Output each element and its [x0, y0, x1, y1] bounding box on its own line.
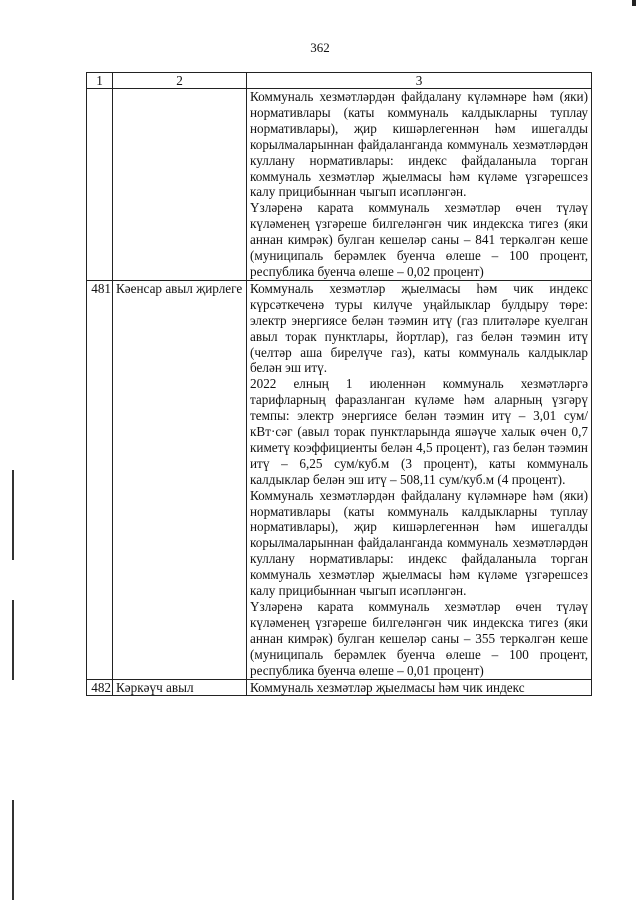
description-paragraph: Үзләренә карата коммуналь хезмәтләр өчен түләү күләменең үзгәреше билгеләнгән чик индекска тигез (яки аннан кимрәк) булган кешеләр саны – 841 теркәлгән кеше (муниципаль берәмлек буенча өлеше – 100 процент, республика буенча өлеше – 0,02 процент)	[250, 200, 588, 279]
settlement-name: Кәенсар авыл җирлеге	[113, 280, 247, 679]
scan-margin-mark	[12, 600, 14, 680]
settlement-name: Кәркәүч авыл	[113, 679, 247, 696]
page-number: 362	[310, 40, 330, 55]
description-paragraph: Коммуналь хезмәтләрдән файдалану күләмнәре һәм (яки) нормативлары (каты коммуналь калдыкларны туплау нормативлары), җир кишәрлегеннән һәм ишегалды корылмаларыннан файдаланганда коммуналь хезмәтләрдән куллану нормативлары: индекс файдаланыла торган коммуналь хезмәтләр җыелмасы һәм күләме үзгәрешсез калу прицибыннан чыгып исәпләнгән.	[250, 89, 588, 200]
description-paragraph: Коммуналь хезмәтләрдән файдалану күләмнәре һәм (яки) нормативлары (каты коммуналь калдыкларны туплау нормативлары), җир кишәрлегеннән һәм ишегалды корылмаларыннан файдаланганда коммуналь хезмәтләрдән куллану нормативлары: индекс файдаланыла торган коммуналь хезмәтләр җыелмасы һәм күләме үзгәрешсез калу прицибыннан чыгып исәпләнгән.	[250, 487, 588, 599]
column-header: 2	[113, 73, 247, 89]
description-paragraph: Үзләренә карата коммуналь хезмәтләр өчен түләү күләменең үзгәреше билгеләнгән чик индекска тигез (яки аннан кимрәк) булган кешеләр саны – 355 теркәлгән кеше (муниципаль берәмлек буенча өлеше – 100 процент, республика буенча өлеше – 0,01 процент)	[250, 599, 588, 678]
scan-corner-mark	[632, 0, 636, 6]
description-paragraph: Коммуналь хезмәтләр җыелмасы һәм чик индекс күрсәткеченә туры килүче уңайлыклар булдыру төре: электр энергиясе белән тәэмин итү (газ плитәләре куелган авыл торак пунктлары, йортлар), газ белән тәэмин итү (челтәр аша бирелүче газ), каты коммуналь калдыклар белән эш итү.	[250, 280, 588, 376]
row-number: 481	[87, 280, 113, 679]
description-paragraph: 2022 елның 1 июленнән коммуналь хезмәтләргә тарифларның фаразланган күләме һәм аларның үзгәрү темпы: электр энергиясе белән тәэмин итү – 3,01 сум/кВт·сәг (авыл торак пунктларында яшәүче халык өчен 0,7 киметү коэффициенты белән 4,5 процент), газ белән тәэмин итү – 6,25 сум/куб.м (3 процент), каты коммуналь калдыклар белән эш итү – 508,11 сум/куб.м (4 процент).	[250, 376, 588, 487]
row-number	[87, 89, 113, 281]
description-cell	[247, 89, 592, 281]
table-row	[87, 89, 592, 281]
description-paragraph: Коммуналь хезмәтләр җыелмасы һәм чик индекс	[250, 679, 525, 695]
table-header-row	[87, 73, 592, 89]
description-cell	[247, 280, 592, 679]
column-header: 3	[247, 73, 592, 89]
table-row	[87, 280, 592, 679]
scan-margin-mark	[12, 800, 14, 900]
column-header: 1	[87, 73, 113, 89]
table-row	[87, 679, 592, 696]
scan-margin-mark	[12, 470, 14, 560]
settlement-name	[113, 89, 247, 281]
row-number: 482	[87, 679, 113, 696]
document-table	[86, 72, 592, 696]
description-cell	[247, 679, 592, 696]
